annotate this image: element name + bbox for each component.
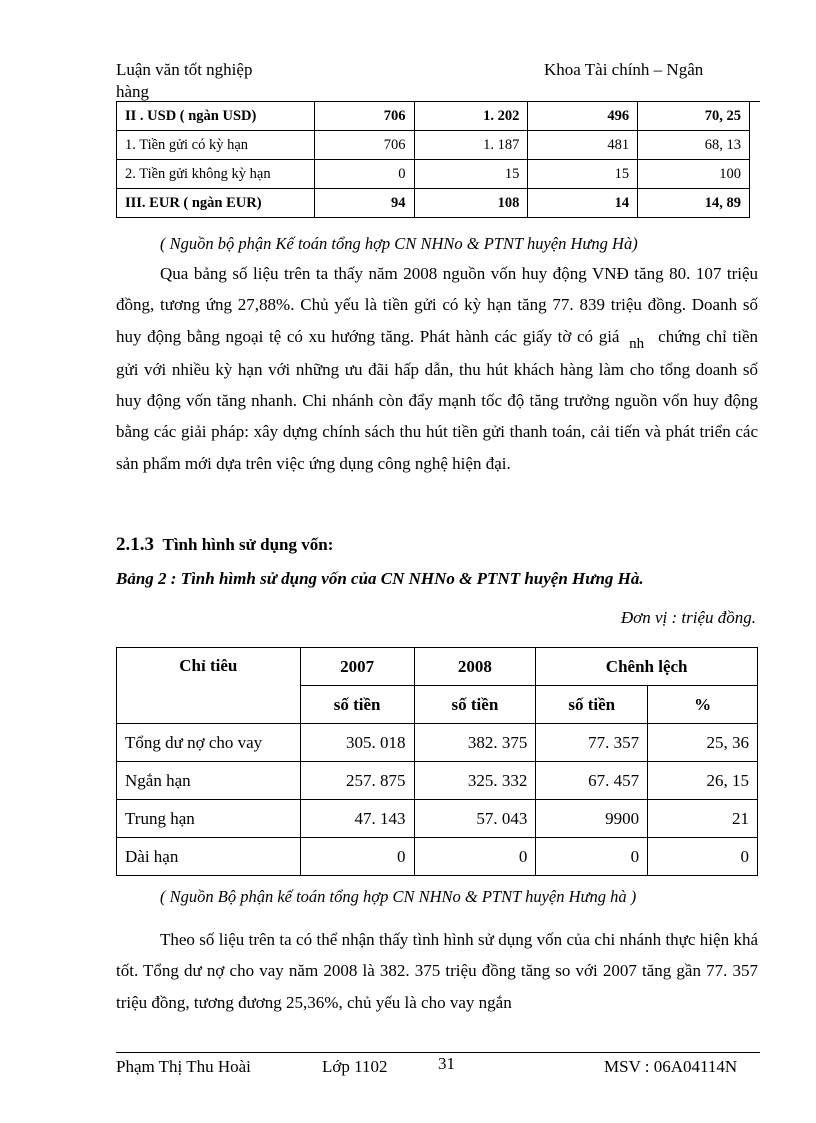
footer-name: Phạm Thị Thu Hoài <box>116 1057 251 1076</box>
table-row: Tổng dư nợ cho vay 305. 018 382. 375 77. 357 25, 36 <box>117 724 758 762</box>
deposit-table <box>116 101 750 218</box>
table-row: II . USD ( ngàn USD) 706 1. 202 496 70, 25 <box>117 102 750 131</box>
table-row: 2. Tiền gửi không kỳ hạn 0 15 15 100 <box>117 160 750 189</box>
table-row: III. EUR ( ngàn EUR) 94 108 14 14, 89 <box>117 189 750 218</box>
table-subheader-row: số tiền số tiền số tiền % <box>117 686 758 724</box>
table-row: 1. Tiền gửi có kỳ hạn 706 1. 187 481 68, 13 <box>117 131 750 160</box>
table-row: Dài hạn 0 0 0 0 <box>117 838 758 876</box>
page-number: 31 <box>438 1054 455 1073</box>
table-row: Trung hạn 47. 143 57. 043 9900 21 <box>117 800 758 838</box>
footer-msv: MSV : 06A04114N <box>604 1057 738 1076</box>
loan-usage-table <box>116 647 758 876</box>
paragraph-loans: Theo số liệu trên ta có thể nhận thấy tình hình sử dụng vốn của chi nhánh thực hiện khá tốt. Tổng dư nợ cho vay năm 2008 là 382. 375 triệu đồng tăng so với 2007 tăng gần 77. 357 triệu đồng, tương đương 25,36%, chủ yếu là cho vay ngắn <box>116 930 758 1012</box>
footer-class: Lớp 1102 <box>322 1057 388 1076</box>
table2-caption: Bảng 2 : Tình hìmh sử dụng vốn của CN NHNo & PTNT huyện Hưng Hà. <box>116 569 644 588</box>
header-left: Luận văn tốt nghiệp <box>116 60 253 79</box>
section-heading: 2.1.3 Tình hình sử dụng vốn: <box>116 534 334 555</box>
footer-rule <box>116 1052 760 1053</box>
header-right: Khoa Tài chính – Ngân <box>544 60 704 79</box>
table2-source: ( Nguồn Bộ phận kế toán tổng hợp CN NHNo & PTNT huyện Hưng hà ) <box>160 887 637 906</box>
table-row: Ngắn hạn 257. 875 325. 332 67. 457 26, 15 <box>117 762 758 800</box>
paragraph-deposits: Qua bảng số liệu trên ta thấy năm 2008 nguồn vốn huy động VNĐ tăng 80. 107 triệu đồng, tương ứng 27,88%. Chủ yếu là tiền gửi có kỳ hạn tăng 77. 839 triệu đồng. Doanh số huy động bằng ngoại tệ có xu hướng tăng. Phát hành các giấy tờ có giá nh chứng chỉ tiền gửi với nhiều kỳ hạn với những ưu đãi hấp dẫn, thu hút khách hàng làm cho tổng doanh số huy động vốn tăng nhanh. Chi nhánh còn đẩy mạnh tốc độ tăng trưởng nguồn vốn huy động bằng các giải pháp: xây dựng chính sách thu hút tiền gửi thanh toán, cải tiến và phát triển các sản phẩm mới dựa trên việc ứng dụng công nghệ hiện đại. <box>116 264 758 473</box>
table1-source: ( Nguồn bộ phận Kế toán tổng hợp CN NHNo & PTNT huyện Hưng Hà) <box>160 234 638 253</box>
table-header-row: Chỉ tiêu 2007 2008 Chênh lệch <box>117 648 758 686</box>
table2-unit: Đơn vị : triệu đồng. <box>620 608 756 627</box>
header-left-continued: hàng <box>116 82 150 101</box>
